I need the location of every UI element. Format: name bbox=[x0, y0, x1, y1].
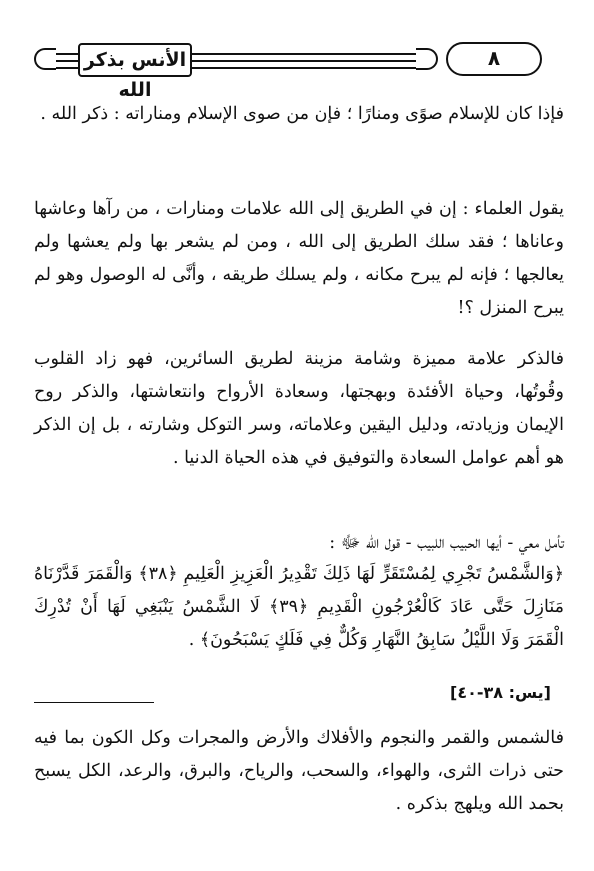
quran-verse-block bbox=[34, 558, 564, 657]
paragraph-3 bbox=[34, 343, 564, 475]
quran-verse: ﴿وَالشَّمْسُ تَجْرِي لِمُسْتَقَرٍّ لَهَا ذَلِكَ تَقْدِيرُ الْعَزِيزِ الْعَلِيمِ ﴿٣٨﴾ وَالْقَمَرَ قَدَّرْنَاهُ مَنَازِلَ حَتَّى عَادَ كَالْعُرْجُونِ الْقَدِيمِ ﴿٣٩﴾ لَا الشَّمْسُ يَنْبَغِي لَهَا أَنْ تُدْرِكَ الْقَمَرَ وَلَا اللَّيْلُ سَابِقُ النَّهَارِ وَكُلٌّ فِي فَلَكٍ يَسْبَحُونَ﴾ . bbox=[34, 564, 565, 650]
header-rule-end-cap bbox=[34, 48, 56, 70]
paragraph-text: يقول العلماء : إن في الطريق إلى الله علامات ومنارات ، من رآها وعاشها وعاناها ؛ فقد سلك الطريق إلى الله ، ومن لم يشعر بها ولم يعشها ولم يعالجها ؛ فإنه لم يبرح مكانه ، ولم يسلك طريقه ، وأنَّى له الوصول وهو لم يبرح المنزل ؟! bbox=[34, 199, 564, 318]
paragraph-1 bbox=[34, 98, 564, 131]
closing-paragraph bbox=[34, 722, 564, 821]
header-rule-end-cap bbox=[416, 48, 438, 70]
reference-rule bbox=[34, 702, 154, 703]
paragraph-text: فإذا كان للإسلام صوًى ومنارًا ؛ فإن من صوى الإسلام ومناراته : ذكر الله . bbox=[40, 104, 564, 124]
paragraph-text: فالذكر علامة مميزة وشامة مزينة لطريق السائرين، فهو زاد القلوب وقُوتُها، وحياة الأفئدة وبهجتها، وسعادة الأرواح وانتعاشتها، والذكر روح الإيمان وزيادته، ودليل اليقين وعلاماته، وسر التوكل وشارته ، بل إن الذكر هو أهم عوامل السعادة والتوفيق في هذه الحياة الدنيا . bbox=[34, 349, 564, 468]
paragraph-4 bbox=[34, 527, 564, 560]
page-number-frame bbox=[446, 42, 542, 76]
paragraph-text: فالشمس والقمر والنجوم والأفلاك والأرض والمجرات وكل الكون بما فيه حتى ذرات الثرى، والهواء، والسحب، والرياح، والبرق، والرعد، الكل يسبح بحمد الله ويلهج بذكره . bbox=[34, 728, 564, 814]
page-number: ٨ bbox=[487, 46, 501, 70]
verse-reference: [يس: ٣٨-٤٠] bbox=[450, 683, 551, 702]
paragraph-2 bbox=[34, 193, 564, 325]
paragraph-text: تأمل معي - أيها الحبيب اللبيب - قول الله ﷻ : bbox=[329, 533, 564, 553]
page-header bbox=[20, 44, 576, 101]
running-book-title: الأنس بذكر الله bbox=[78, 43, 192, 77]
